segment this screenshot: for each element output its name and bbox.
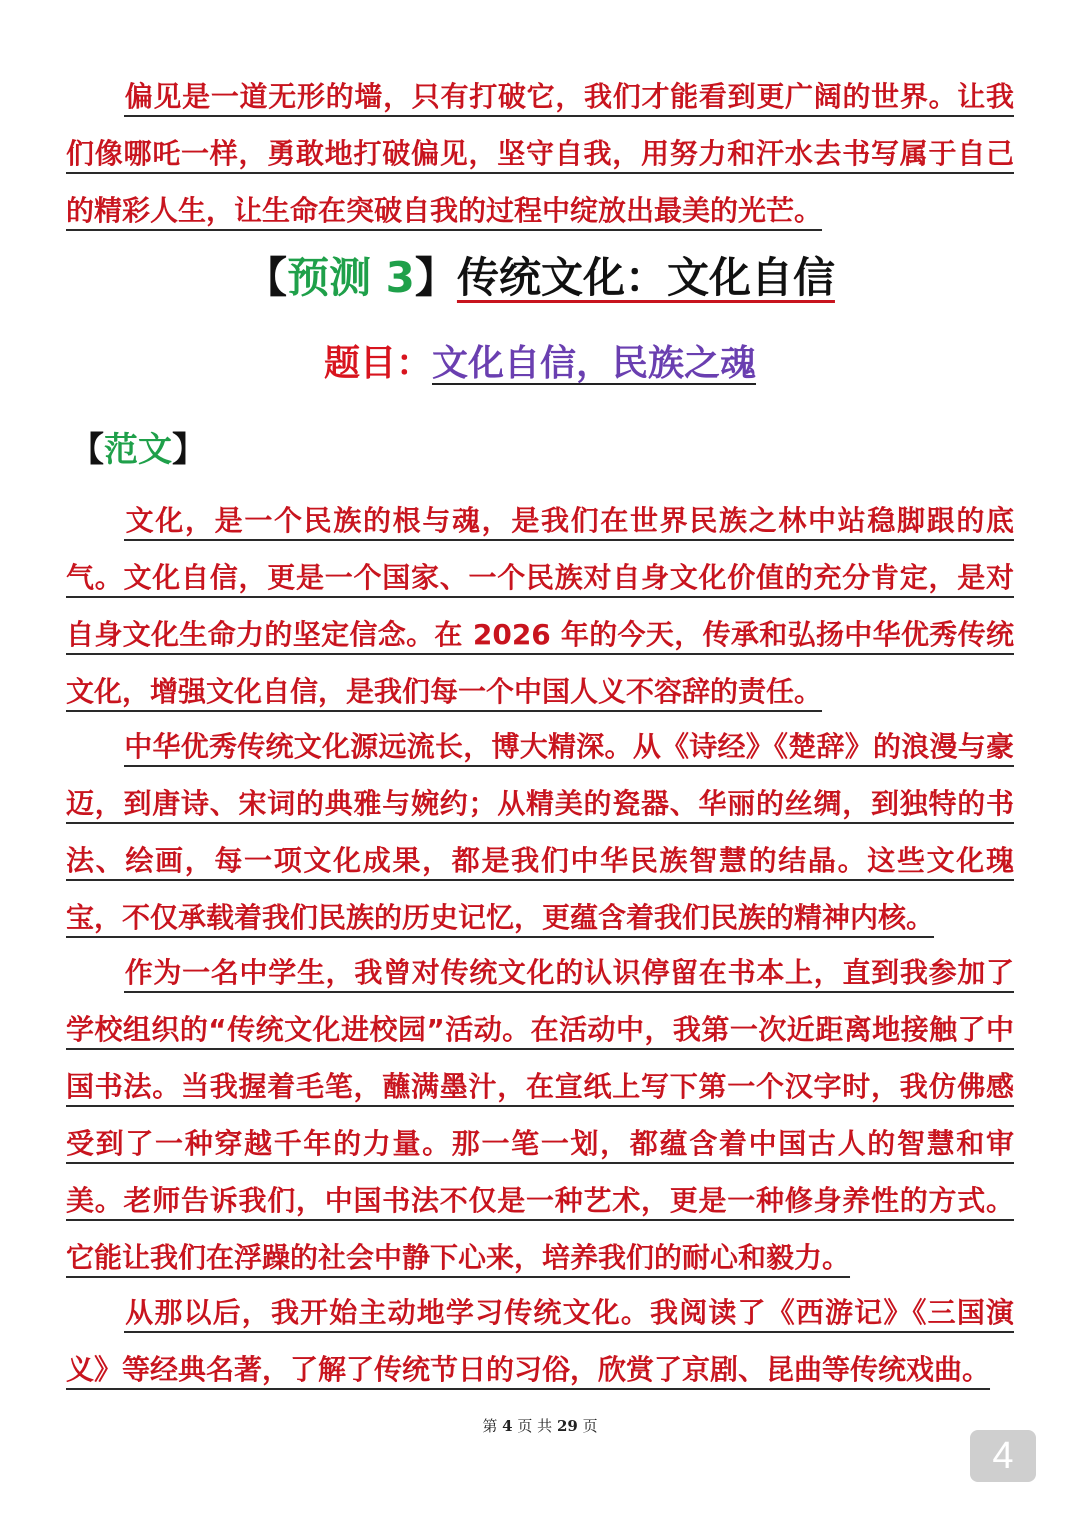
prediction-label: 预测 3 xyxy=(287,253,415,302)
essay-paragraph-2: 中华优秀传统文化源远流长，博大精深。从《诗经》《楚辞》的浪漫与豪迈，到唐诗、宋词的典雅与婉约；从精美的瓷器、华丽的丝绸，到独特的书法、绘画，每一项文化成果，都是我们中华民族智慧的结晶。这些文化瑰宝，不仅承载着我们民族的历史记忆，更蕴含着我们民族的精神内核。 xyxy=(66,730,1014,934)
section-theme: 传统文化：文化自信 xyxy=(456,253,835,302)
essay-paragraph-3: 作为一名中学生，我曾对传统文化的认识停留在书本上，直到我参加了学校组织的“传统文化进校园”活动。在活动中，我第一次近距离地接触了中国书法。当我握着毛笔，蘸满墨汁，在宣纸上写下第一个汉字时，我仿佛感受到了一种穿越千年的力量。那一笔一划，都蕴含着中国古人的智慧和审美。老师告诉我们，中国书法不仅是一种艺术，更是一种修身养性的方式。它能让我们在浮躁的社会中静下心来，培养我们的耐心和毅力。 xyxy=(66,956,1014,1274)
essay-paragraph-4: 从那以后，我开始主动地学习传统文化。我阅读了《西游记》《三国演义》等经典名著，了解了传统节日的习俗，欣赏了京剧、昆曲等传统戏曲。 xyxy=(66,1296,1014,1386)
previous-essay-conclusion: 偏见是一道无形的墙，只有打破它，我们才能看到更广阔的世界。让我们像哪吒一样，勇敢地打破偏见，坚守自我，用努力和汗水去书写属于自己的精彩人生，让生命在突破自我的过程中绽放出最美的光芒。 xyxy=(66,80,1014,227)
page-footer: 第 4 页 共 29 页 xyxy=(482,1417,598,1435)
title-text: 文化自信，民族之魂 xyxy=(432,343,757,384)
page-number-badge: 4 xyxy=(970,1430,1036,1482)
section-heading: 【预测 3】传统文化：文化自信 xyxy=(245,253,835,302)
title-label: 题目： xyxy=(323,343,432,384)
sample-essay-tag: 【范文】 xyxy=(70,430,206,470)
essay-paragraph-1: 文化，是一个民族的根与魂，是我们在世界民族之林中站稳脚跟的底气。文化自信，更是一个国家、一个民族对自身文化价值的充分肯定，是对自身文化生命力的坚定信念。在 2026 年的今天，传承和弘扬中华优秀传统文化，增强文化自信，是我们每一个中国人义不容辞的责任。 xyxy=(66,504,1014,708)
essay-title xyxy=(0,336,1080,392)
